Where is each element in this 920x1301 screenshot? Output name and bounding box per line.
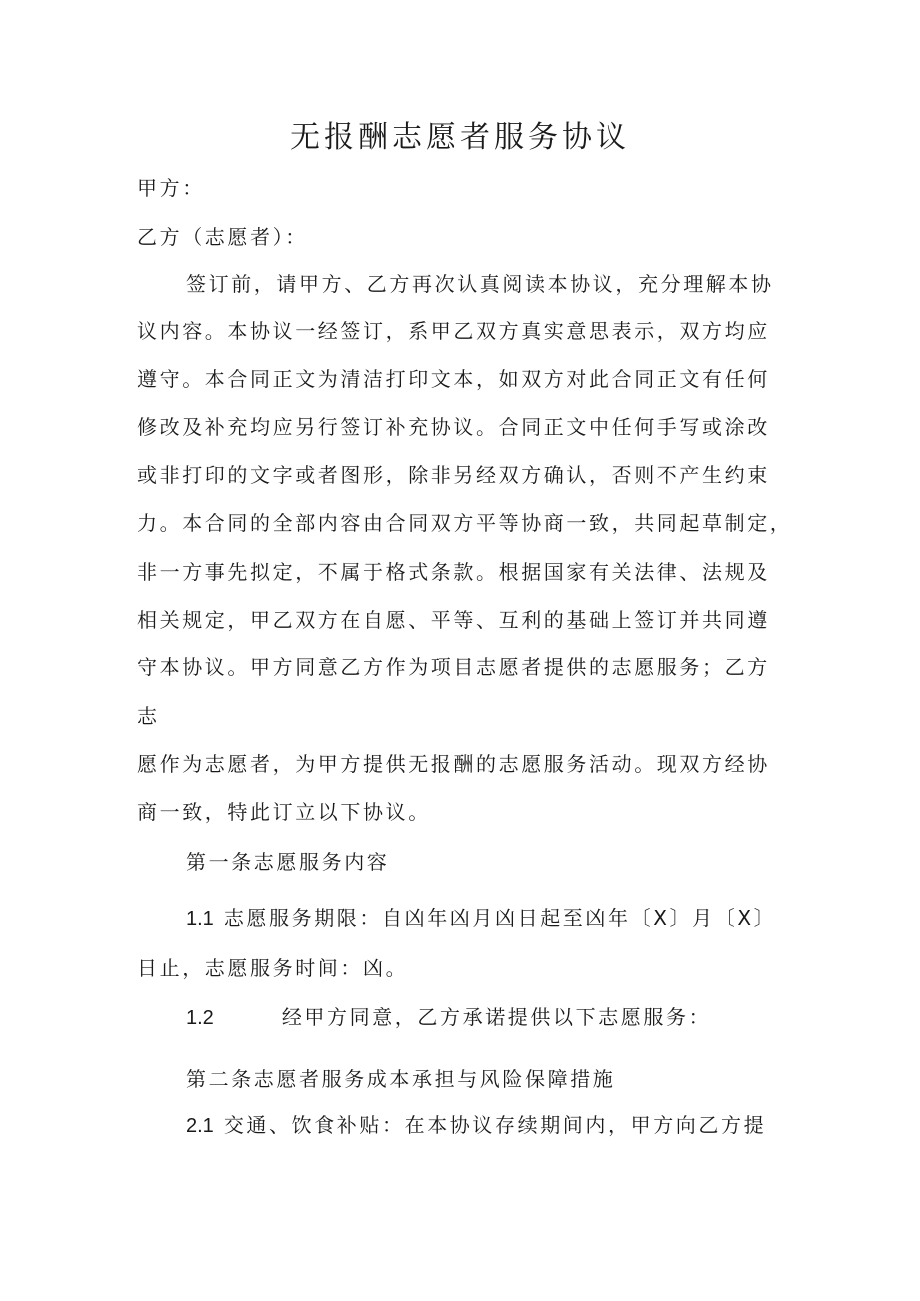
clause-number: 1.2 [186, 1007, 214, 1029]
preamble-line: 遵守。本合同正文为清洁打印文本，如双方对此合同正文有任何 [137, 367, 770, 391]
preamble-line: 志 [137, 704, 160, 728]
clause-2-1 [186, 1113, 766, 1138]
clause-number: 1.1 [186, 908, 214, 930]
article-1-heading: 第一条志愿服务内容 [186, 850, 390, 874]
preamble-line: 相关规定，甲乙双方在自愿、平等、互利的基础上签订并共同遵 [137, 608, 770, 632]
party-a-label: 甲方： [137, 176, 205, 200]
preamble-line: 愿作为志愿者，为甲方提供无报酬的志愿服务活动。现双方经协 [137, 752, 770, 776]
preamble-line: 守本协议。甲方同意乙方作为项目志愿者提供的志愿服务；乙方 [137, 655, 770, 679]
preamble-line: 议内容。本协议一经签订，系甲乙双方真实意思表示，双方均应 [137, 319, 770, 343]
preamble-line: 签订前，请甲方、乙方再次认真阅读本协议，充分理解本协 [186, 272, 774, 296]
preamble-line: 商一致，特此订立以下协议。 [137, 800, 431, 824]
preamble-line: 或非打印的文字或者图形，除非另经双方确认，否则不产生约束 [137, 463, 770, 487]
preamble-line: 非一方事先拟定，不属于格式条款。根据国家有关法律、法规及 [137, 560, 770, 584]
clause-number: 2.1 [186, 1115, 214, 1137]
clause-text: 志愿服务期限：自凶年凶月凶日起至凶年〔X〕月〔X〕 [223, 906, 777, 930]
clause-text: 交通、饮食补贴：在本协议存续期间内，甲方向乙方提 [223, 1113, 767, 1137]
preamble-line: 修改及补充均应另行签订补充协议。合同正文中任何手写或涂改 [137, 415, 770, 439]
document-title: 无报酬志愿者服务协议 [290, 120, 630, 155]
party-b-label: 乙方（志愿者）： [137, 225, 308, 249]
preamble-line: 力。本合同的全部内容由合同双方平等协商一致，共同起草制定， [137, 511, 793, 535]
clause-1-1 [186, 906, 776, 931]
clause-1-1-continuation: 日止，志愿服务时间：凶。 [137, 956, 409, 980]
clause-1-2 [186, 1005, 711, 1030]
clause-text: 经甲方同意，乙方承诺提供以下志愿服务： [281, 1005, 712, 1029]
article-2-heading: 第二条志愿者服务成本承担与风险保障措施 [186, 1067, 616, 1091]
